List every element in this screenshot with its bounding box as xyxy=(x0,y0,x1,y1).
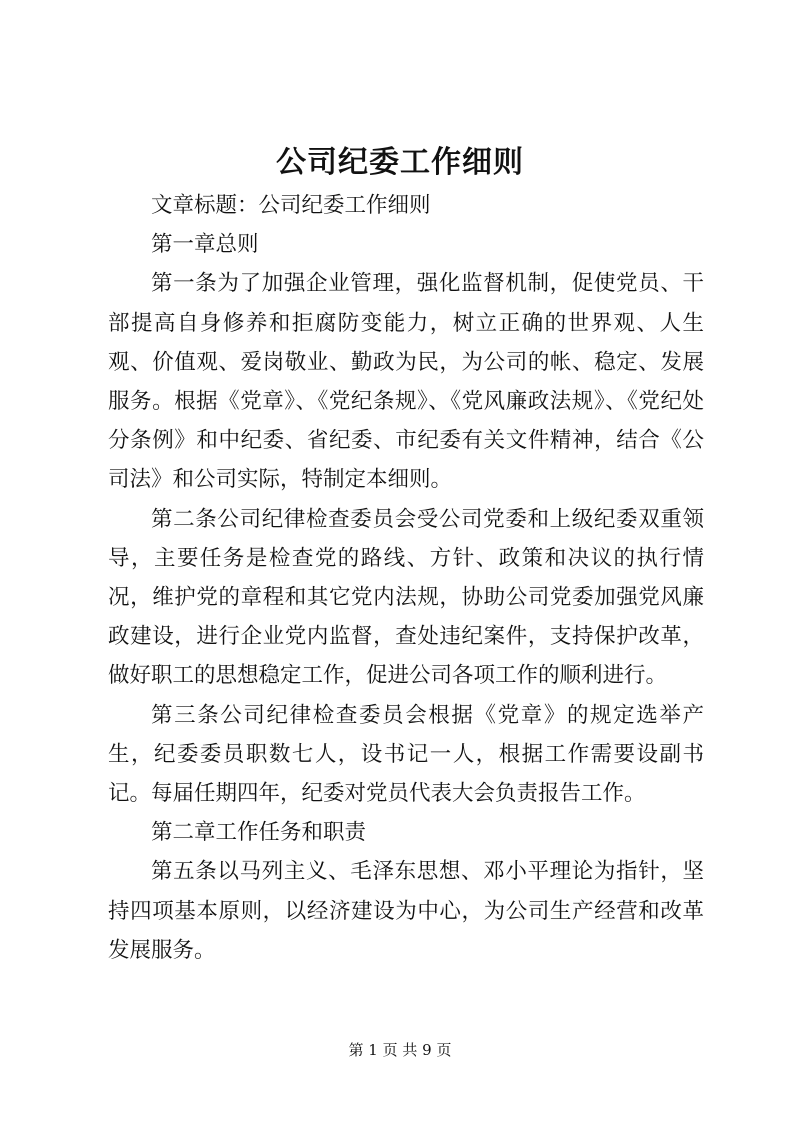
article-paragraph: 第五条以马列主义、毛泽东思想、邓小平理论为指针，坚持四项基本原则，以经济建设为中心，为公司生产经营和改革发展服务。 xyxy=(108,859,704,963)
document-body xyxy=(108,186,704,970)
chapter-heading: 第二章工作任务和职责 xyxy=(151,820,367,846)
article-title-line: 文章标题：公司纪委工作细则 xyxy=(151,193,431,218)
document-title: 公司纪委工作细则 xyxy=(276,145,524,180)
article-paragraph: 第二条公司纪律检查委员会受公司党委和上级纪委双重领导，主要任务是检查党的路线、方针、政策和决议的执行情况，维护党的章程和其它党内法规，协助公司党委加强党风廉政建设，进行企业党内监督，查处违纪案件，支持保护改革，做好职工的思想稳定工作，促进公司各项工作的顺利进行。 xyxy=(108,506,704,689)
article-paragraph: 第三条公司纪律检查委员会根据《党章》的规定选举产生，纪委委员职数七人，设书记一人，根据工作需要设副书记。每届任期四年，纪委对党员代表大会负责报告工作。 xyxy=(108,702,704,807)
page-footer: 第 1 页 共 9 页 xyxy=(348,1041,452,1059)
chapter-heading: 第一章总则 xyxy=(151,232,259,258)
article-paragraph: 第一条为了加强企业管理，强化监督机制，促使党员、干部提高自身修养和拒腐防变能力，树立正确的世界观、人生观、价值观、爱岗敬业、勤政为民，为公司的帐、稳定、发展服务。根据《党章》、《党纪条规》、《党风廉政法规》、《党纪处分条例》和中纪委、省纪委、市纪委有关文件精神，结合《公司法》和公司实际，特制定本细则。 xyxy=(108,271,704,493)
